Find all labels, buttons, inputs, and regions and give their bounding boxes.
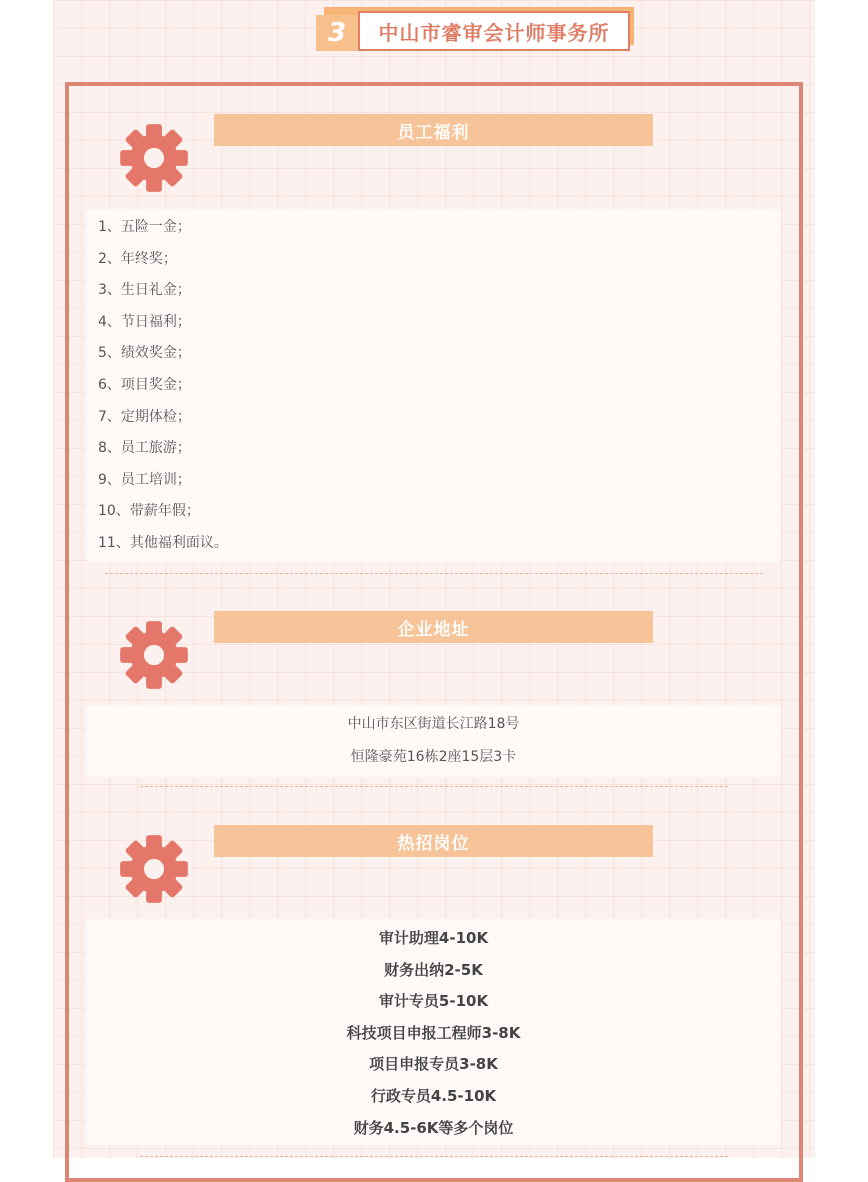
jobs-title: 热招岗位	[214, 825, 653, 857]
benefits-list	[86, 209, 781, 560]
list-item: 5、绩效奖金；	[98, 345, 191, 362]
job-item: 项目申报专员3-8K	[369, 1055, 498, 1074]
list-item: 1、五险一金；	[98, 219, 191, 235]
jobs-panel	[86, 919, 781, 1145]
divider	[140, 1156, 728, 1157]
divider	[105, 573, 763, 574]
job-item: 审计专员5-10K	[378, 992, 489, 1011]
list-item: 8、员工旅游；	[98, 440, 191, 457]
list-item: 9、员工培训；	[98, 471, 191, 488]
company-title: 中山市睿审会计师事务所	[358, 11, 630, 51]
benefits-panel	[86, 209, 781, 562]
list-item: 11、其他福利面议。	[98, 534, 228, 551]
address-title: 企业地址	[214, 611, 653, 643]
list-item: 6、项目奖金；	[98, 376, 191, 393]
gear-icon	[118, 122, 190, 194]
list-item: 10、带薪年假；	[98, 503, 200, 520]
divider	[140, 786, 728, 787]
section-header	[316, 7, 634, 51]
list-item: 7、定期体检；	[98, 408, 191, 425]
address-line: 中山市东区街道长江路18号	[347, 716, 520, 732]
list-item: 2、年终奖；	[98, 250, 177, 267]
gear-icon	[118, 619, 190, 691]
list-item: 4、节日福利；	[98, 313, 191, 330]
benefits-title: 员工福利	[214, 114, 653, 146]
job-item: 行政专员4.5-10K	[370, 1086, 497, 1105]
job-item: 财务出纳2-5K	[384, 960, 483, 979]
address-panel	[86, 705, 781, 777]
job-item: 审计助理4-10K	[378, 929, 489, 947]
address-line: 恒隆豪苑16栋2座15层3卡	[350, 749, 517, 765]
job-item: 科技项目申报工程师3-8K	[346, 1023, 521, 1042]
gear-icon	[118, 833, 190, 905]
section-number: 3	[316, 15, 358, 51]
job-item: 财务4.5-6K等多个岗位	[353, 1118, 514, 1137]
list-item: 3、生日礼金；	[98, 282, 191, 299]
